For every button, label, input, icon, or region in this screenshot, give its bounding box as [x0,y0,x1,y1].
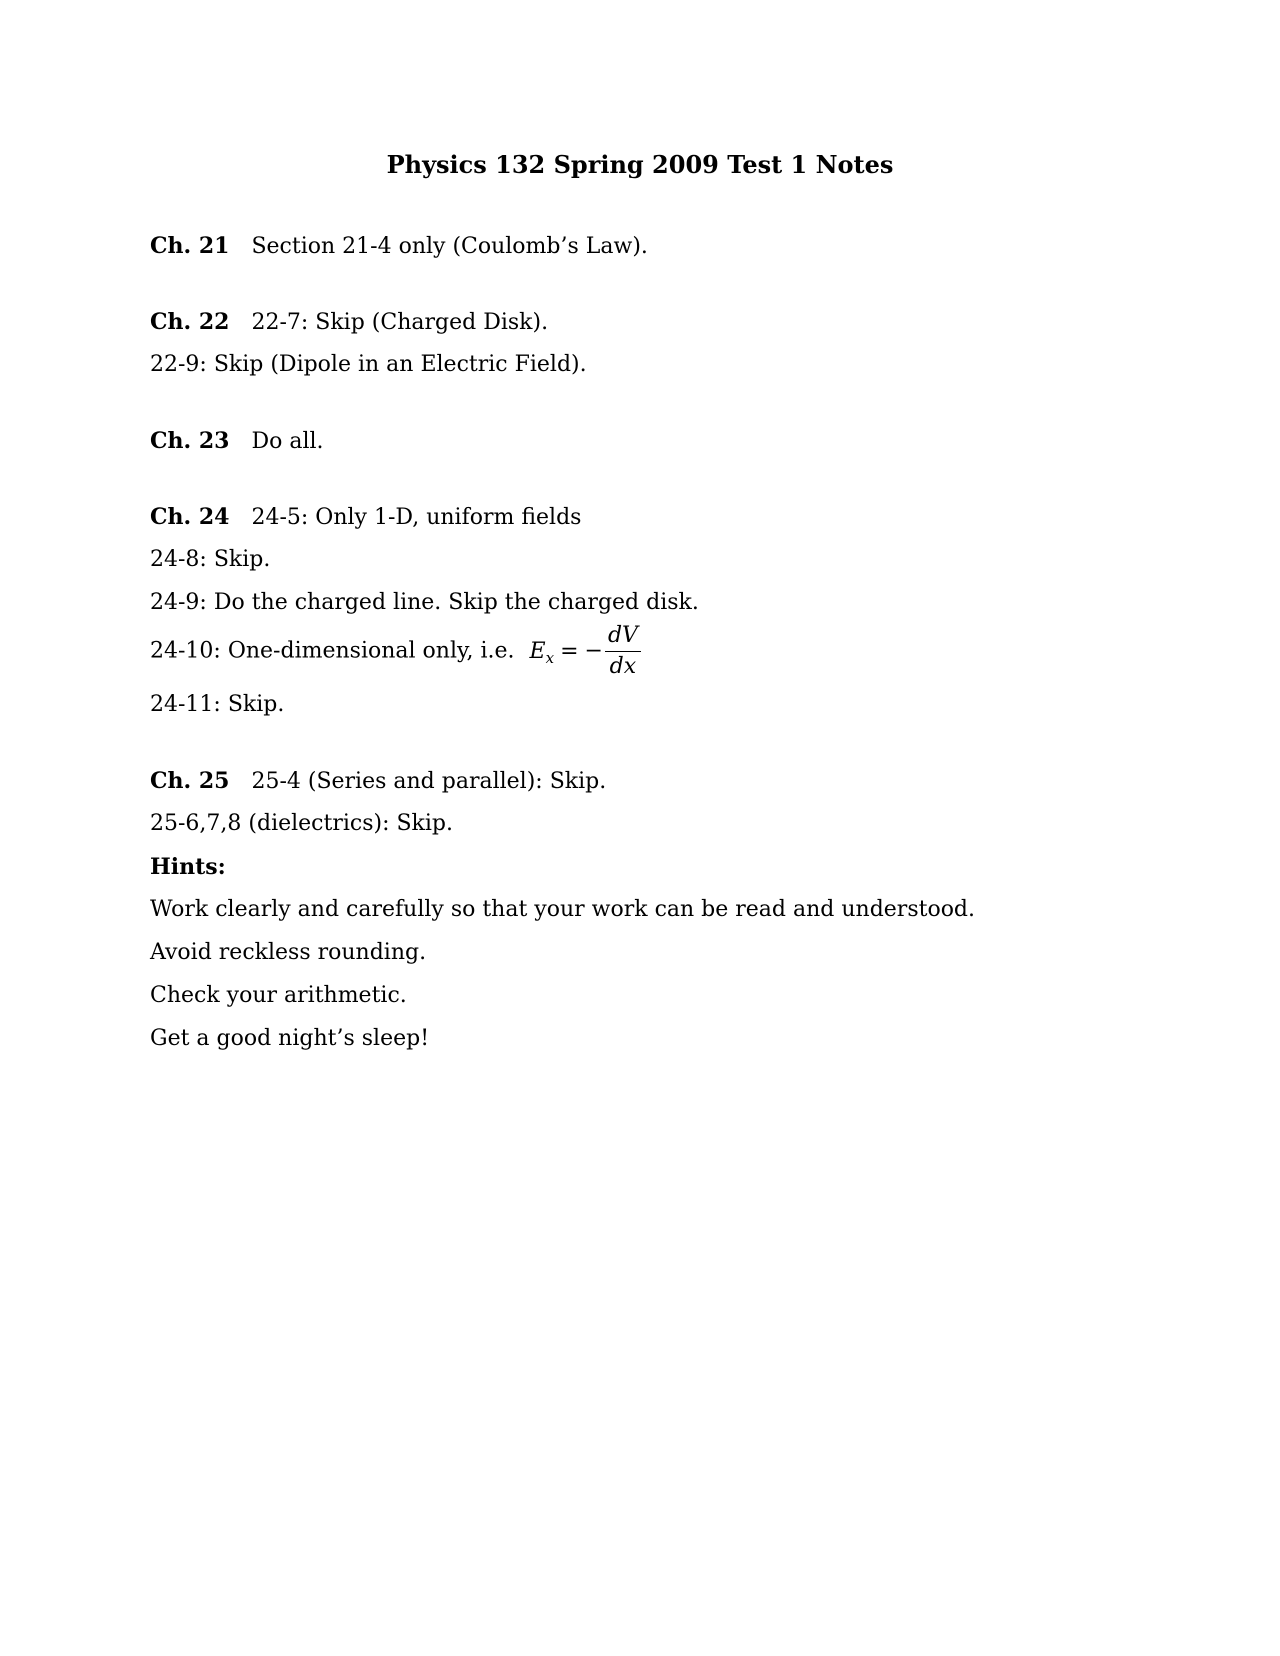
ch22-label: Ch. 22 [150,309,230,335]
hint-item: Avoid reckless rounding. [150,940,427,965]
formula-fraction [605,622,641,681]
ch24-line-2: 24-9: Do the charged line. Skip the charged disk. [150,590,699,615]
hint-item: Get a good night’s sleep! [150,1026,430,1051]
ch22-line-1: 22-9: Skip (Dipole in an Electric Field). [150,352,587,377]
ch25-line-1: 25-6,7,8 (dielectrics): Skip. [150,811,454,836]
ch24-line-1: 24-8: Skip. [150,547,271,572]
ch24-line-3-text: 24-10: One-dimensional only, i.e. [150,638,515,664]
formula-minus: − [584,638,603,664]
ch24-label: Ch. 24 [150,504,230,530]
ch23-label: Ch. 23 [150,428,230,454]
ch24-line-3 [150,622,641,681]
ch24-row [150,504,581,530]
hint-item: Check your arithmetic. [150,983,407,1008]
formula-denominator: dx [609,654,637,679]
ch21-label: Ch. 21 [150,233,230,259]
ch21-row [150,233,648,259]
formula-lhs-subscript: x [545,648,555,667]
formula-equals: = [560,638,579,664]
formula-lhs: E [529,638,546,664]
ch25-row [150,768,606,794]
ch24-text: 24-5: Only 1-D, uniform fields [251,505,582,530]
ch25-label: Ch. 25 [150,768,230,794]
hints-heading: Hints: [150,854,226,880]
ch21-text: Section 21-4 only (Coulomb’s Law). [251,234,648,259]
formula-numerator: dV [605,622,641,652]
page-title: Physics 132 Spring 2009 Test 1 Notes [386,150,894,179]
ch23-text: Do all. [251,429,324,454]
ch22-row [150,309,548,335]
hint-item: Work clearly and carefully so that your work can be read and understood. [150,897,976,922]
ch24-line-4: 24-11: Skip. [150,692,285,717]
ch23-row [150,428,324,454]
ch25-text: 25-4 (Series and parallel): Skip. [251,769,607,794]
ch22-text: 22-7: Skip (Charged Disk). [251,310,549,335]
